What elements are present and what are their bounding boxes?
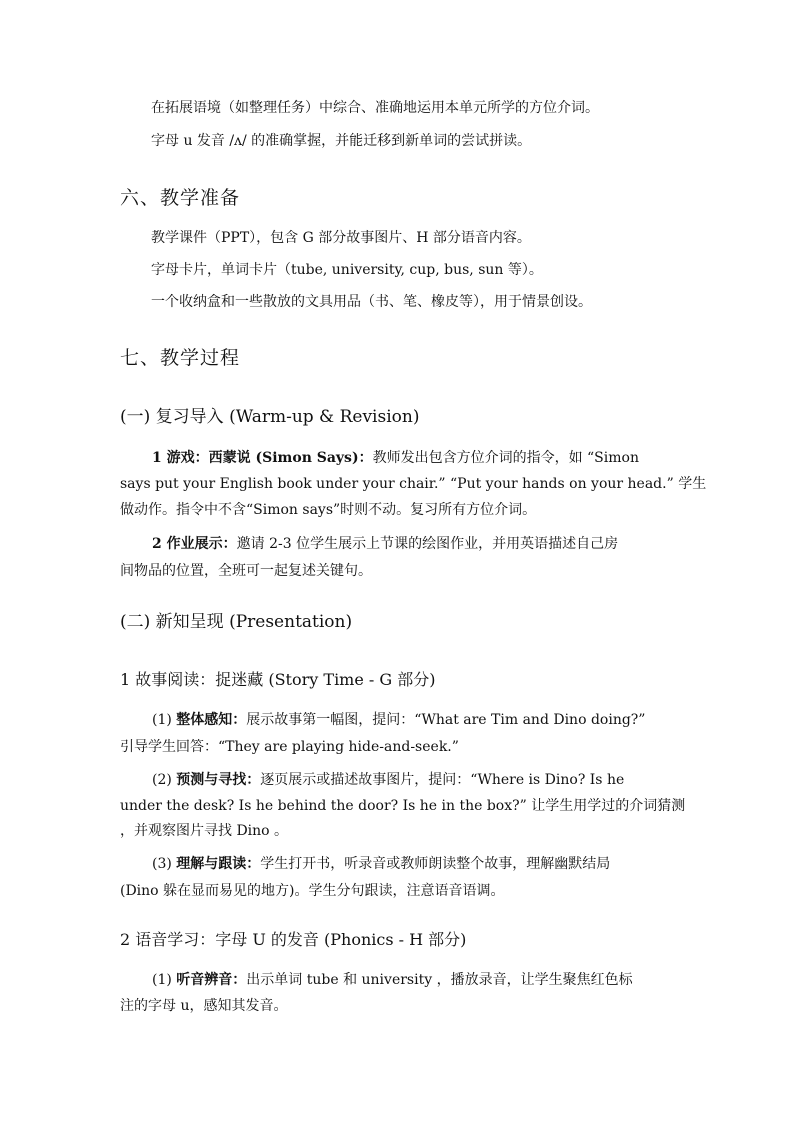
prep-item-3: 一个收纳盒和一些散放的文具用品（书、笔、橡皮等），用于情景创设。	[151, 294, 592, 310]
warmup-paragraph-2-line-1: 2 作业展示：邀请 2-3 位学生展示上节课的绘图作业，并用英语描述自己房	[152, 536, 619, 552]
homework-show-label: 2 作业展示：	[152, 536, 237, 552]
understand-and-read-label: 理解与跟读：	[176, 856, 261, 872]
story-item-1-line-2: 引导学生回答：“They are playing hide-and-seek.”	[120, 739, 459, 755]
section-6-heading: 六、教学准备	[120, 187, 241, 209]
story-item-3-line-2: (Dino 躲在显而易见的地方)。学生分句跟读，注意语音语调。	[120, 883, 505, 899]
warmup-paragraph-1-line-2: says put your English book under your chair.” “Put your hands on your head.” 学生	[120, 476, 707, 492]
warmup-paragraph-1-line-1: 1 游戏：西蒙说 (Simon Says)：教师发出包含方位介词的指令，如 “Simon	[152, 450, 639, 466]
prep-item-2: 字母卡片，单词卡片（tube, university, cup, bus, sun 等）。	[151, 262, 543, 278]
story-item-1-line-1: (1) 整体感知：展示故事第一幅图，提问：“What are Tim and Dino doing?”	[152, 712, 646, 728]
intro-line-2: 字母 u 发音 /ʌ/ 的准确掌握，并能迁移到新单词的尝试拼读。	[151, 133, 532, 149]
story-item-3-line-1: (3) 理解与跟读：学生打开书，听录音或教师朗读整个故事，理解幽默结局	[152, 856, 611, 872]
story-item-2-line-2: under the desk? Is he behind the door? Is he in the box?” 让学生用学过的介词猜测	[120, 798, 686, 814]
part-2-heading: (二) 新知呈现 (Presentation)	[120, 612, 353, 632]
overall-perception-label: 整体感知：	[176, 712, 247, 728]
phonics-item-1-line-1: (1) 听音辨音：出示单词 tube 和 university ，播放录音，让学生聚焦红色标	[152, 972, 633, 988]
story-item-2-line-1: (2) 预测与寻找：逐页展示或描述故事图片，提问：“Where is Dino? Is he	[152, 772, 625, 788]
intro-line-1: 在拓展语境（如整理任务）中综合、准确地运用本单元所学的方位介词。	[151, 100, 599, 116]
warmup-paragraph-2-line-2: 间物品的位置，全班可一起复述关键句。	[120, 563, 372, 579]
simon-says-label: 1 游戏：西蒙说 (Simon Says)：	[152, 450, 373, 466]
listen-and-identify-label: 听音辨音：	[176, 972, 247, 988]
story-item-2-line-3: ，并观察图片寻找 Dino 。	[120, 823, 289, 839]
predict-and-find-label: 预测与寻找：	[176, 772, 261, 788]
section-7-heading: 七、教学过程	[120, 347, 241, 369]
warmup-paragraph-1-line-3: 做动作。指令中不含“Simon says”时则不动。复习所有方位介词。	[120, 502, 537, 518]
prep-item-1: 教学课件（PPT），包含 G 部分故事图片、H 部分语音内容。	[151, 230, 531, 246]
phonics-item-1-line-2: 注的字母 u，感知其发音。	[120, 998, 288, 1014]
phonics-heading: 2 语音学习：字母 U 的发音 (Phonics - H 部分)	[120, 930, 467, 949]
story-time-heading: 1 故事阅读：捉迷藏 (Story Time - G 部分)	[120, 670, 436, 689]
part-1-heading: (一) 复习导入 (Warm-up & Revision)	[120, 407, 420, 427]
